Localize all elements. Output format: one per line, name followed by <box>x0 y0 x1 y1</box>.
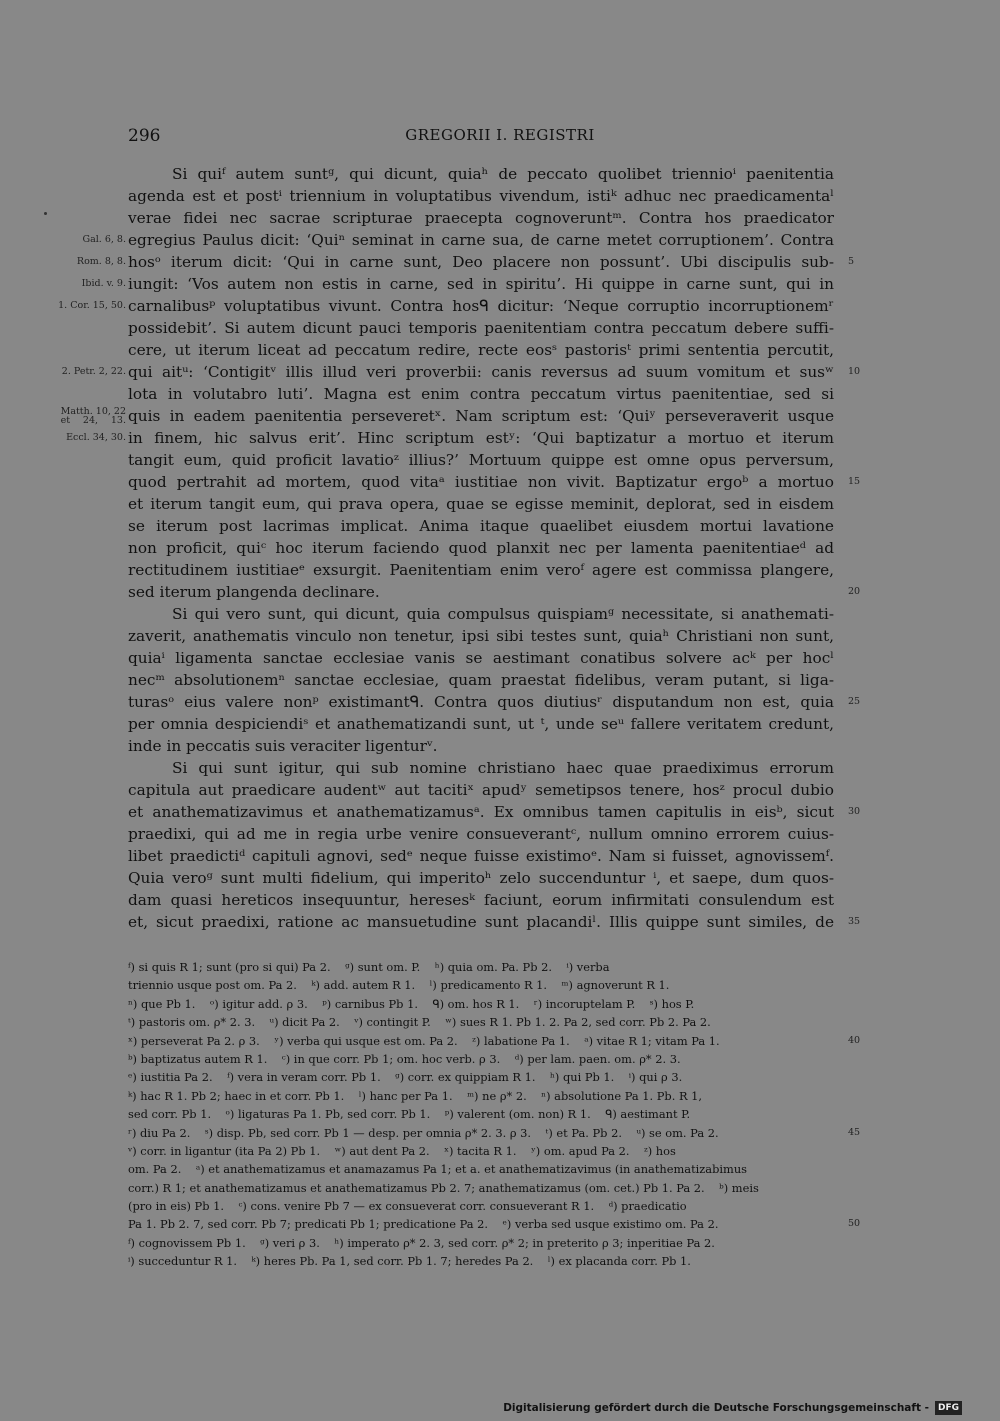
footnote-text: triennio usque post om. Pa 2. ᵏ) add. autem R 1. ˡ) predicamento R 1. ᵐ) agnoverunt R 1. <box>128 978 670 993</box>
footnote-text: ᵗ) pastoris om. ρ* 2. 3. ᵘ) dicit Pa 2. ᵛ) contingit P. ʷ) sues R 1. Pb 1. 2. Pa 2, sed corr. Pb 2. Pa 2. <box>128 1015 711 1030</box>
line-number: 50 <box>848 1218 861 1230</box>
main-text <box>58 163 861 933</box>
footnote-line <box>128 1252 834 1270</box>
line-text: hosᵒ iterum dicit: ‘Qui in carne sunt, Deo placere non possunt’. Ubi discipulis sub- <box>128 253 834 271</box>
line-text: et, sicut praedixi, ratione ac mansuetudine sunt placandiˡ. Illis quippe sunt similes, de <box>128 913 834 931</box>
footnote-text: ᶠ) si quis R 1; sunt (pro si qui) Pa 2. ᵍ) sunt om. P. ʰ) quia om. Pa. Pb 2. ⁱ) verba <box>128 960 610 974</box>
scripture-reference: 1. Cor. 15, 50. <box>58 300 126 311</box>
footnote-line <box>128 995 834 1013</box>
line-text: Quia veroᵍ sunt multi fidelium, qui imperitoʰ zelo succenduntur ⁱ, et saepe, dum quos- <box>128 869 834 887</box>
line-number: 30 <box>848 806 861 817</box>
line-text: carnalibusᵖ voluptatibus vivunt. Contra hosᑫ dicitur: ‘Neque corruptio incorruptionemʳ <box>128 297 834 315</box>
text-line <box>128 449 834 471</box>
text-line <box>58 295 834 317</box>
footnote-text: ⁱ) succeduntur R 1. ᵏ) heres Pb. Pa 1, sed corr. Pb 1. 7; heredes Pa 2. ˡ) ex placanda corr. Pb 1. <box>128 1254 691 1269</box>
footnote-line <box>128 1032 861 1050</box>
page-header <box>0 126 1000 150</box>
text-line <box>81 273 834 295</box>
text-line <box>128 383 834 405</box>
footnote-line <box>128 1124 861 1142</box>
text-line <box>128 691 861 713</box>
line-text: per omnia despiciendiˢ et anathematizandi sunt, ut ᵗ, unde seᵘ fallere veritatem credunt, <box>128 715 834 733</box>
footnote-line <box>128 958 834 976</box>
footnote-text: ᵛ) corr. in ligantur (ita Pa 2) Pb 1. ʷ) aut dent Pa 2. ˣ) tacita R 1. ʸ) om. apud Pa 2. ᶻ) hos <box>128 1143 676 1158</box>
line-text: Si quiᶠ autem suntᵍ, qui dicunt, quiaʰ de peccato quolibet triennioⁱ paenitentia <box>172 165 834 183</box>
text-line <box>128 207 834 229</box>
footnote-text: ᶠ) cognovissem Pb 1. ᵍ) veri ρ 3. ʰ) imperato ρ* 2. 3, sed corr. ρ* 2; in preterito ρ 3; inperitiae Pa 2. <box>128 1235 715 1250</box>
text-line <box>128 493 834 515</box>
text-line <box>76 251 855 273</box>
text-line <box>128 625 834 647</box>
text-line <box>128 603 834 625</box>
line-text: capitula aut praedicare audentʷ aut tacitiˣ apudʸ semetipsos tenere, hosᶻ procul dubio <box>128 781 834 799</box>
line-text: inde in peccatis suis veraciter ligenturᵛ. <box>128 737 438 755</box>
line-text: Si qui vero sunt, qui dicunt, quia compulsus quispiamᵍ necessitate, si anathemati- <box>172 605 834 623</box>
line-text: quiaⁱ ligamenta sanctae ecclesiae vanis se aestimant conatibus solvere acᵏ per hocˡ <box>128 649 834 667</box>
footnote-text: om. Pa 2. ᵃ) et anathematizamus et anamazamus Pa 1; et a. et anathematizavimus (in anathematizabimus <box>128 1162 748 1177</box>
line-text: possidebit’. Si autem dicunt pauci temporis paenitentiam contra peccatum debere suffi- <box>128 319 834 337</box>
footnote-text: ʳ) diu Pa 2. ˢ) disp. Pb, sed corr. Pb 1 — desp. per omnia ρ* 2. 3. ρ 3. ᵗ) et Pa. Pb 2. ᵘ) se om. Pa 2. <box>128 1125 719 1140</box>
footnote-text: Pa 1. Pb 2. 7, sed corr. Pb 7; predicati Pb 1; predicatione Pa 2. ᵉ) verba sed usque existimo om. Pa 2. <box>128 1217 719 1232</box>
line-number: 45 <box>848 1126 861 1138</box>
text-line <box>128 647 834 669</box>
text-line <box>66 427 834 449</box>
footnote-line <box>128 1234 834 1252</box>
text-line <box>128 801 861 823</box>
footnote-line <box>128 1197 834 1215</box>
line-text: qui aitᵘ: ‘Contigitᵛ illis illud veri proverbii: canis reversus ad suum vomitum et susʷ <box>128 363 834 381</box>
footnote-line <box>128 1087 834 1105</box>
line-text: dam quasi hereticos insequuntur, heresesᵏ faciunt, eorum infirmitati consulendum est <box>128 891 834 909</box>
footnote-line <box>128 1160 834 1178</box>
text-line <box>128 889 834 911</box>
line-text: libet praedictiᵈ capituli agnovi, sedᵉ neque fuisse existimoᵉ. Nam si fuisset, agnovissemᶠ. <box>128 847 834 865</box>
page-footer <box>503 1400 962 1416</box>
line-number: 20 <box>848 586 861 597</box>
footnote-line <box>128 1215 861 1233</box>
text-line <box>128 845 834 867</box>
line-text: non proficit, quiᶜ hoc iterum faciendo quod planxit nec per lamenta paenitentiaeᵈ ad <box>128 539 834 557</box>
text-line <box>128 317 834 339</box>
scripture-reference: Ibid. v. 9. <box>81 278 126 289</box>
text-line <box>128 757 834 779</box>
scripture-reference: Matth. 10, 22 et 24, 13. <box>60 406 126 426</box>
footnote-line <box>128 1105 834 1123</box>
footnote-line <box>128 1142 834 1160</box>
text-line <box>128 559 834 581</box>
text-line <box>60 405 834 427</box>
text-line <box>128 867 834 889</box>
line-number: 40 <box>848 1034 861 1046</box>
scripture-reference: Rom. 8, 8. <box>76 256 126 267</box>
line-text: in finem, hic salvus erit’. Hinc scriptum estʸ: ‘Qui baptizatur a mortuo et iterum <box>128 429 834 447</box>
text-line <box>128 163 834 185</box>
line-text: quod pertrahit ad mortem, quod vitaᵃ iustitiae non vivit. Baptizatur ergoᵇ a mortuo <box>128 473 834 491</box>
scripture-reference: Gal. 6, 8. <box>82 234 126 245</box>
text-line <box>128 735 834 757</box>
line-text: se iterum post lacrimas implicat. Anima itaque quaelibet eiusdem mortui lavatione <box>128 517 834 535</box>
text-line <box>128 823 834 845</box>
line-number: 25 <box>848 696 861 707</box>
text-line <box>61 361 861 383</box>
line-text: sed iterum plangenda declinare. <box>128 583 380 601</box>
footer-credit: Digitalisierung gefördert durch die Deutsche Forschungsgemeinschaft - <box>503 1402 929 1414</box>
footnote-text: ⁿ) que Pb 1. ᵒ) igitur add. ρ 3. ᵖ) carnibus Pb 1. ᑫ) om. hos R 1. ʳ) incoruptelam P. ˢ) hos P. <box>128 996 695 1011</box>
footnote-text: ᵇ) baptizatus autem R 1. ᶜ) in que corr. Pb 1; om. hoc verb. ρ 3. ᵈ) per lam. paen. om. ρ* 2. 3. <box>128 1051 681 1066</box>
text-line <box>82 229 834 251</box>
line-text: tangit eum, quid proficit lavatioᶻ illius?’ Mortuum quippe est omne opus perversum, <box>128 451 834 469</box>
dfg-logo: DFG <box>935 1401 962 1415</box>
line-number: 15 <box>848 476 861 487</box>
line-text: necᵐ absolutionemⁿ sanctae ecclesiae, quam praestat fidelibus, veram putant, si liga- <box>128 671 834 689</box>
footnote-line <box>128 1050 834 1068</box>
text-line <box>128 185 834 207</box>
footnote-line <box>128 1068 834 1086</box>
critical-apparatus <box>128 958 861 1271</box>
footnote-text: ᵉ) iustitia Pa 2. ᶠ) vera in veram corr. Pb 1. ᵍ) corr. ex quippiam R 1. ʰ) qui Pb 1. ⁱ) qui ρ 3. <box>128 1070 683 1085</box>
text-line <box>128 713 834 735</box>
line-text: zaverit, anathematis vinculo non tenetur, ipsi sibi testes sunt, quiaʰ Christiani non sunt, <box>128 627 834 645</box>
text-line <box>128 339 834 361</box>
text-line <box>128 669 834 691</box>
line-text: Si qui sunt igitur, qui sub nomine christiano haec quae praediximus errorum <box>172 759 834 777</box>
line-text: quis in eadem paenitentia perseveretˣ. Nam scriptum est: ‘Quiʸ perseveraverit usque <box>128 407 834 425</box>
footnote-text: ᵏ) hac R 1. Pb 2; haec in et corr. Pb 1. ˡ) hanc per Pa 1. ᵐ) ne ρ* 2. ⁿ) absolutione Pa 1. Pb. R 1, <box>128 1088 703 1103</box>
line-text: cere, ut iterum liceat ad peccatum redire, recte eosˢ pastorisᵗ primi sententia percutit, <box>128 341 834 359</box>
scripture-reference: Eccl. 34, 30. <box>66 432 126 443</box>
scan-speck <box>44 212 47 215</box>
line-text: egregius Paulus dicit: ‘Quiⁿ seminat in carne sua, de carne metet corruptionem’. Contra <box>128 231 834 249</box>
text-line <box>128 471 861 493</box>
line-text: iungit: ‘Vos autem non estis in carne, sed in spiritu’. Hi quippe in carne sunt, qui in <box>128 275 834 293</box>
text-line <box>128 779 834 801</box>
text-line <box>128 581 861 603</box>
footnote-line <box>128 1179 834 1197</box>
line-text: et anathematizavimus et anathematizamusᵃ. Ex omnibus tamen capitulis in eisᵇ, sicut <box>128 803 834 821</box>
running-title: GREGORII I. REGISTRI <box>405 126 595 144</box>
footnote-text: sed corr. Pb 1. ᵒ) ligaturas Pa 1. Pb, sed corr. Pb 1. ᵖ) valerent (om. non) R 1. ᑫ) aestimant P. <box>128 1107 691 1122</box>
line-number: 10 <box>848 366 861 377</box>
line-text: lota in volutabro luti’. Magna est enim contra peccatum virtus paenitentiae, sed si <box>128 385 834 403</box>
line-text: rectitudinem iustitiaeᵉ exsurgit. Paenitentiam enim veroᶠ agere est commissa plangere, <box>128 561 834 579</box>
line-number: 5 <box>848 256 855 267</box>
text-line <box>128 911 861 933</box>
footnote-text: (pro in eis) Pb 1. ᶜ) cons. venire Pb 7 — ex consueverat corr. consueverant R 1. ᵈ) praedicatio <box>128 1199 687 1214</box>
footnote-text: corr.) R 1; et anathematizamus et anathematizamus Pb 2. 7; anathematizamus (om. cet.) Pb 1. Pa 2. ᵇ) meis <box>128 1180 759 1195</box>
footnote-line <box>128 1013 834 1031</box>
line-text: verae fidei nec sacrae scripturae praecepta cognoveruntᵐ. Contra hos praedicator <box>128 209 834 227</box>
page-number: 296 <box>128 126 161 146</box>
line-text: turasᵒ eius valere nonᵖ existimantᑫ. Contra quos diutiusʳ disputandum non est, quia <box>128 693 834 711</box>
line-text: agenda est et postⁱ triennium in voluptatibus vivendum, istiᵏ adhuc nec praedicamentaˡ <box>128 187 834 205</box>
text-line <box>128 537 834 559</box>
scripture-reference: 2. Petr. 2, 22. <box>61 366 126 377</box>
line-text: praedixi, qui ad me in regia urbe venire consueverantᶜ, nullum omnino errorem cuius- <box>128 825 834 843</box>
footnote-text: ˣ) perseverat Pa 2. ρ 3. ʸ) verba qui usque est om. Pa 2. ᶻ) labatione Pa 1. ᵃ) vitae R 1; vitam Pa 1. <box>128 1033 720 1048</box>
line-text: et iterum tangit eum, qui prava opera, quae se egisse meminit, deplorat, sed in eisdem <box>128 495 834 513</box>
line-number: 35 <box>848 916 861 927</box>
text-line <box>128 515 834 537</box>
footnote-line <box>128 976 834 994</box>
